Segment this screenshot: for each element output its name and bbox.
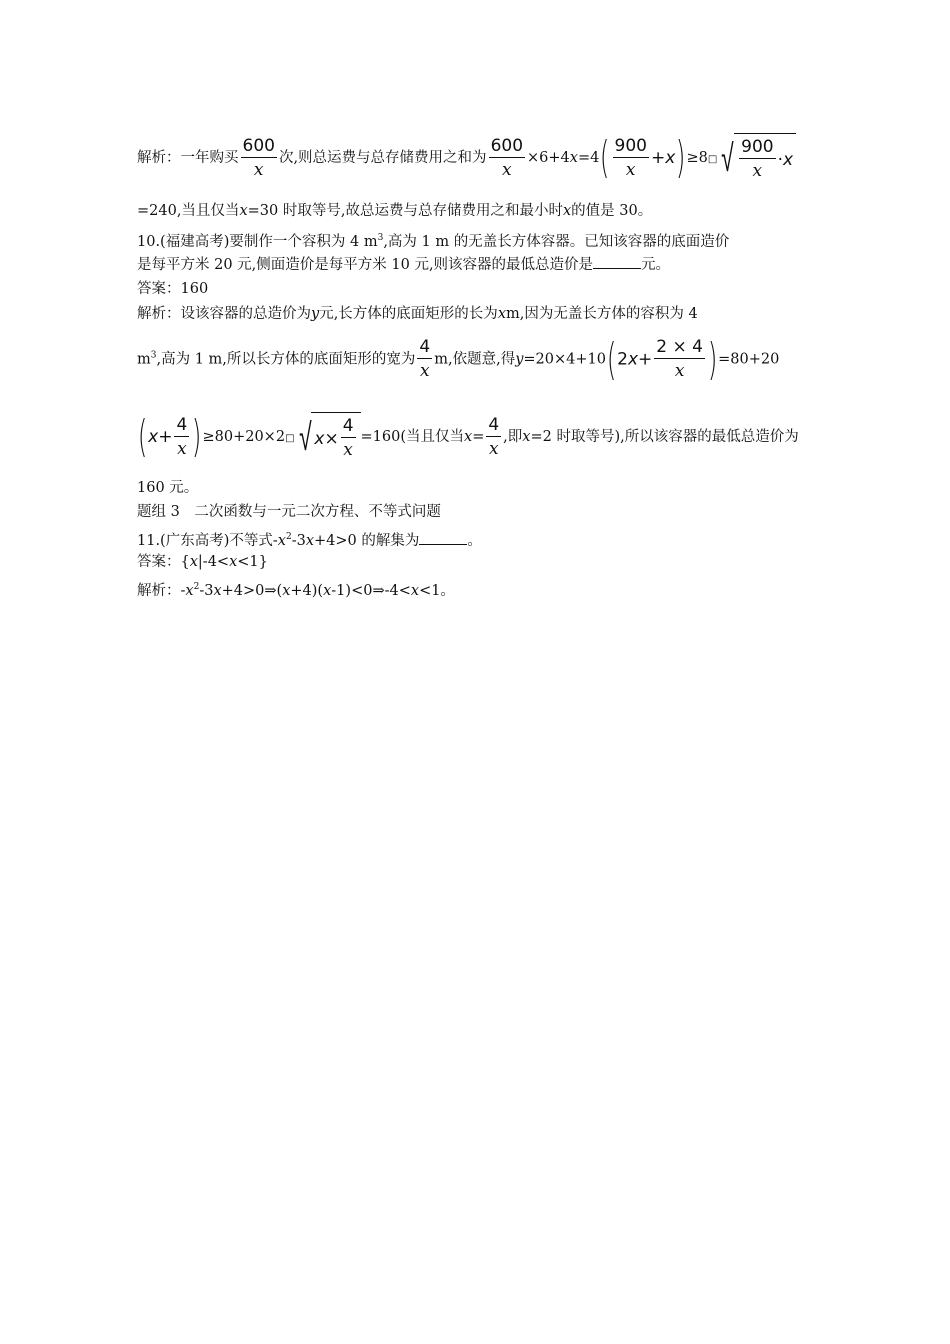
square-root — [708, 133, 796, 183]
text: <1} — [237, 554, 268, 570]
square-root — [285, 412, 360, 462]
denominator: x — [488, 438, 499, 459]
denominator: x — [674, 361, 685, 381]
explanation-line-1 — [137, 133, 796, 183]
text: ×6+4 — [527, 150, 570, 166]
text: m,依题意,得 — [434, 351, 516, 368]
times-sign: × — [324, 428, 339, 449]
text: =80+20 — [718, 351, 780, 368]
text: +4>0 的解集为 — [314, 532, 420, 549]
var-x: x — [782, 149, 794, 170]
question-11 — [137, 527, 482, 551]
text: =160(当且仅当 — [360, 429, 464, 445]
fraction-900-over-x — [739, 136, 775, 183]
var-y: y — [515, 351, 524, 368]
text: |-4< — [197, 554, 230, 570]
numerator: 4 — [176, 414, 188, 435]
label-jiexi: 解析： — [137, 150, 181, 166]
fraction-4-over-x — [417, 336, 432, 383]
answer-blank — [593, 254, 641, 269]
fraction-2x4-over-x — [654, 336, 705, 383]
text: ≥80+20×2 — [202, 429, 286, 445]
fraction-4-over-x — [486, 414, 501, 461]
denominator: x — [253, 159, 264, 180]
text: 10.(福建高考)要制作一个容积为 4 m — [137, 233, 378, 250]
answer-line-11 — [137, 552, 268, 572]
denominator: x — [625, 159, 636, 180]
text: ≥8 — [686, 150, 708, 166]
var-x: x — [314, 428, 325, 449]
section-heading-group-3 — [137, 502, 441, 522]
explanation-line-2 — [137, 201, 652, 221]
denominator: x — [343, 440, 353, 460]
section-title: 题组 3 二次函数与一元二次方程、不等式问题 — [137, 504, 441, 520]
explanation-line-4 — [137, 333, 780, 385]
superscript: 2 — [285, 532, 292, 542]
var-x: x — [562, 203, 572, 219]
text: 元。 — [641, 257, 671, 273]
superscript: 3 — [150, 350, 157, 361]
numerator: 600 — [242, 135, 275, 156]
var-x: x — [277, 532, 286, 549]
var-x: x — [497, 306, 506, 322]
var-x: x — [569, 150, 578, 166]
fraction-600-over-x — [241, 135, 277, 182]
right-paren: ) — [192, 411, 202, 462]
fraction-900-over-x — [613, 135, 649, 182]
text: ,高为 1 m 的无盖长方体容器。已知该容器的底面造价 — [383, 233, 730, 250]
var-x: x — [305, 532, 315, 549]
radical-sign: √ — [298, 415, 312, 459]
var-x: x — [522, 429, 531, 445]
text: 11.(广东高考)不等式- — [137, 532, 278, 549]
superscript: 2 — [193, 582, 200, 592]
answer-text: 答案：160 — [137, 281, 209, 297]
text: 是每平方米 20 元,侧面造价是每平方米 10 元,则该容器的最低总造价是 — [137, 257, 594, 273]
fraction-4-over-x — [341, 415, 356, 462]
var-x: x — [627, 349, 639, 370]
question-10-line-1 — [137, 228, 729, 252]
var-x: x — [148, 427, 159, 447]
left-paren: ( — [600, 132, 610, 183]
text: m,因为无盖长方体的容积为 4 — [506, 306, 698, 322]
var-x: x — [213, 582, 222, 599]
var-x: x — [239, 203, 248, 219]
text: +4)( — [290, 582, 324, 599]
answer-blank — [419, 530, 467, 545]
fraction-600-over-x — [489, 135, 525, 182]
explanation-line-5 — [137, 412, 799, 462]
var-x: x — [185, 582, 194, 599]
text: ,高为 1 m,所以长方体的底面矩形的宽为 — [156, 351, 416, 368]
denominator: x — [752, 161, 763, 181]
text: =30 时取等号,故总运费与总存储费用之和最小时 — [247, 203, 563, 219]
var-x: x — [282, 582, 291, 599]
explanation-line-6 — [137, 478, 198, 498]
text: +4>0⇒( — [221, 582, 283, 599]
var-x: x — [323, 582, 332, 599]
right-paren: ) — [676, 132, 686, 183]
right-paren: ) — [707, 333, 718, 385]
text: 次,则总运费与总存储费用之和为 — [278, 150, 487, 166]
root-index-box: □ — [285, 433, 295, 444]
root-index-box: □ — [707, 154, 718, 165]
explanation-line-11 — [137, 577, 455, 601]
text: = — [472, 429, 485, 445]
numerator: 4 — [488, 414, 500, 435]
radicand — [311, 412, 360, 462]
text: 答案：{ — [137, 554, 190, 570]
dot-operator: · — [777, 149, 783, 170]
left-paren: ( — [606, 333, 617, 385]
numerator: 4 — [419, 337, 431, 357]
var-x: x — [665, 148, 676, 168]
explanation-line-3 — [137, 304, 698, 324]
plus-sign: + — [650, 148, 666, 168]
numerator: 4 — [342, 416, 354, 436]
text: 元,长方体的底面矩形的长为 — [319, 306, 498, 322]
text: 解析：设该容器的总造价为 — [137, 306, 311, 322]
plus-sign: + — [158, 427, 173, 447]
var-y: y — [311, 306, 320, 322]
text: =2 时取等号),所以该容器的最低总造价为 — [530, 429, 799, 445]
text: 解析：- — [137, 582, 186, 599]
fraction-4-over-x — [174, 414, 189, 461]
text: =240,当且仅当 — [137, 203, 240, 219]
var-x: x — [189, 554, 198, 570]
text: 一年购买 — [180, 150, 239, 166]
numerator: 900 — [741, 137, 774, 157]
numerator: 2 × 4 — [656, 337, 703, 357]
answer-line — [137, 279, 208, 299]
plus-sign: + — [638, 349, 653, 370]
text: -1)<0⇒-4< — [331, 582, 411, 599]
var-x: x — [229, 554, 238, 570]
var-x: x — [464, 429, 473, 445]
denominator: x — [420, 361, 430, 381]
text: =4 — [577, 150, 600, 166]
question-10-line-2 — [137, 254, 670, 275]
text: ,即 — [503, 429, 523, 445]
var-x: x — [410, 582, 420, 599]
denominator: x — [501, 159, 512, 180]
numerator: 600 — [490, 135, 524, 156]
text: <1。 — [419, 582, 455, 599]
text: =20×4+10 — [523, 351, 606, 368]
left-paren: ( — [137, 411, 148, 462]
denominator: x — [177, 438, 187, 459]
text: 的值是 30。 — [571, 203, 653, 219]
radicand — [734, 133, 796, 183]
numerator: 900 — [614, 135, 647, 156]
superscript: 3 — [377, 233, 384, 243]
text: m — [137, 351, 151, 368]
radical-sign: √ — [721, 136, 734, 180]
text: 160 元。 — [137, 480, 199, 496]
text: -3 — [199, 582, 214, 599]
number: 2 — [617, 349, 628, 370]
text: -3 — [291, 532, 306, 549]
text: 。 — [467, 532, 482, 549]
